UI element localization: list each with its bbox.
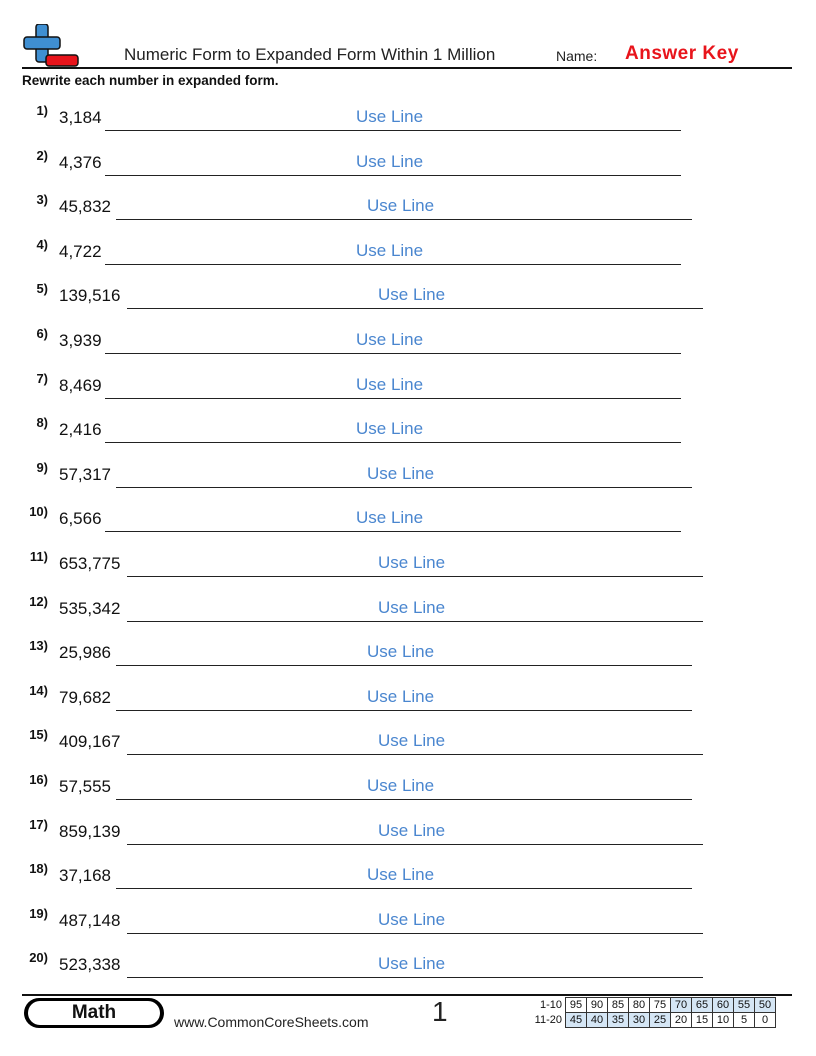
- score-cell: 75: [650, 998, 671, 1013]
- problem-row: [0, 727, 816, 757]
- problem-number: 8): [36, 415, 48, 431]
- score-row-label: 11-20: [534, 1014, 562, 1026]
- answer-line[interactable]: [127, 621, 703, 622]
- score-cell: 45: [566, 1013, 587, 1028]
- answer-text: Use Line: [367, 642, 435, 662]
- problem-number: 14): [29, 682, 48, 698]
- problem-number: 5): [36, 281, 48, 297]
- problem-number: 1): [36, 103, 48, 118]
- problem-value: 523,338: [59, 955, 121, 975]
- answer-line[interactable]: [116, 665, 692, 666]
- score-cell: 10: [713, 1013, 734, 1028]
- answer-line[interactable]: [105, 442, 681, 443]
- problem-value: 3,939: [59, 331, 102, 350]
- problem-value: 37,168: [59, 866, 111, 886]
- answer-line[interactable]: [127, 576, 703, 577]
- problem-value: 139,516: [59, 286, 121, 306]
- problem-value: 57,555: [59, 777, 111, 796]
- problem-value: 653,775: [59, 554, 121, 573]
- answer-text: Use Line: [356, 107, 424, 126]
- problem-value: 4,376: [59, 152, 102, 172]
- problem-value: 487,148: [59, 910, 121, 930]
- problem-value: 79,682: [59, 687, 111, 707]
- problem-row: [0, 237, 816, 267]
- problem-number: 3): [36, 192, 48, 208]
- answer-text: Use Line: [356, 151, 424, 171]
- problem-number: 20): [29, 950, 48, 966]
- problem-value: 2,416: [59, 420, 102, 440]
- score-cell: 85: [608, 998, 629, 1013]
- score-cell: 35: [608, 1013, 629, 1028]
- score-cell: 25: [650, 1013, 671, 1028]
- problem-number: 10): [29, 504, 48, 520]
- score-cell: 70: [671, 998, 692, 1013]
- problem-row: [0, 638, 816, 668]
- problem-row: [0, 192, 816, 222]
- answer-line[interactable]: [127, 844, 703, 845]
- answer-line[interactable]: [127, 977, 703, 978]
- score-cell: 20: [671, 1013, 692, 1028]
- problem-value: 25,986: [59, 643, 111, 663]
- problem-value: 3,184: [59, 108, 102, 127]
- answer-text: Use Line: [367, 776, 435, 795]
- score-row: [524, 1013, 776, 1028]
- answer-line[interactable]: [105, 531, 681, 532]
- problem-row: [0, 683, 816, 713]
- problem-row: [0, 460, 816, 490]
- problem-row: [0, 371, 816, 401]
- answer-line[interactable]: [105, 264, 681, 265]
- site-url: www.CommonCoreSheets.com: [174, 1014, 369, 1030]
- problem-number: 2): [36, 147, 48, 163]
- score-cell: 60: [713, 998, 734, 1013]
- answer-line[interactable]: [105, 398, 681, 399]
- answer-text: Use Line: [378, 909, 446, 929]
- answer-line[interactable]: [105, 353, 681, 354]
- answer-text: Use Line: [356, 240, 424, 260]
- score-table: [524, 997, 776, 1028]
- answer-text: Use Line: [356, 374, 424, 394]
- problem-value: 409,167: [59, 732, 121, 752]
- score-cell: 80: [629, 998, 650, 1013]
- answer-line[interactable]: [116, 219, 692, 220]
- problem-row: [0, 281, 816, 311]
- answer-text: Use Line: [378, 731, 446, 751]
- problem-row: [0, 148, 816, 178]
- problem-number: 9): [36, 459, 48, 475]
- problem-row: [0, 772, 816, 802]
- problem-number: 11): [29, 549, 48, 564]
- score-cell: 30: [629, 1013, 650, 1028]
- answer-line[interactable]: [127, 308, 703, 309]
- problem-row: [0, 861, 816, 891]
- answer-text: Use Line: [378, 954, 446, 974]
- subject-badge: [24, 998, 164, 1028]
- answer-text: Use Line: [356, 508, 424, 528]
- problem-value: 8,469: [59, 375, 102, 395]
- score-cell: 50: [755, 998, 776, 1013]
- problem-row: [0, 906, 816, 936]
- answer-key-label: Answer Key: [625, 43, 739, 64]
- answer-text: Use Line: [367, 196, 435, 216]
- answer-text: Use Line: [367, 865, 435, 885]
- footer-divider: [22, 994, 792, 996]
- score-row-label: 1-10: [539, 999, 562, 1011]
- problem-value: 6,566: [59, 509, 102, 529]
- answer-line[interactable]: [116, 799, 692, 800]
- problem-number: 19): [29, 905, 48, 921]
- answer-text: Use Line: [356, 419, 424, 439]
- answer-line[interactable]: [116, 487, 692, 488]
- problem-row: [0, 817, 816, 847]
- problem-row: [0, 549, 816, 579]
- problem-row: [0, 103, 816, 133]
- answer-line[interactable]: [127, 933, 703, 934]
- problem-value: 45,832: [59, 197, 111, 217]
- answer-line[interactable]: [105, 130, 681, 131]
- problem-number: 13): [29, 638, 48, 654]
- worksheet-title: Numeric Form to Expanded Form Within 1 Million: [124, 45, 496, 64]
- problem-row: [0, 594, 816, 624]
- name-label: Name:: [556, 48, 598, 64]
- problem-number: 7): [36, 370, 48, 386]
- answer-text: Use Line: [367, 463, 435, 483]
- problem-value: 57,317: [59, 464, 111, 484]
- problem-number: 17): [29, 816, 48, 832]
- answer-text: Use Line: [378, 553, 446, 572]
- answer-line[interactable]: [105, 175, 681, 176]
- answer-text: Use Line: [367, 686, 435, 706]
- problem-number: 18): [29, 861, 48, 877]
- problem-value: 4,722: [59, 241, 102, 261]
- answer-text: Use Line: [378, 285, 446, 305]
- instructions: Rewrite each number in expanded form.: [22, 73, 279, 88]
- problem-row: [0, 326, 816, 356]
- problem-number: 12): [29, 593, 48, 609]
- answer-text: Use Line: [378, 597, 446, 617]
- answer-line[interactable]: [116, 710, 692, 711]
- subject-label: Math: [28, 1001, 160, 1025]
- problem-number: 16): [29, 772, 48, 787]
- problem-number: 4): [36, 236, 48, 252]
- score-cell: 40: [587, 1013, 608, 1028]
- score-cell: 90: [587, 998, 608, 1013]
- problem-number: 6): [36, 326, 48, 341]
- answer-line[interactable]: [127, 754, 703, 755]
- score-cell: 65: [692, 998, 713, 1013]
- score-cell: 5: [734, 1013, 755, 1028]
- score-cell: 95: [566, 998, 587, 1013]
- score-cell: 55: [734, 998, 755, 1013]
- answer-text: Use Line: [356, 330, 424, 349]
- problem-row: [0, 504, 816, 534]
- score-row: [524, 998, 776, 1013]
- answer-line[interactable]: [116, 888, 692, 889]
- score-cell: 15: [692, 1013, 713, 1028]
- problem-row: [0, 950, 816, 980]
- problem-value: 535,342: [59, 598, 121, 618]
- answer-text: Use Line: [378, 820, 446, 840]
- problem-value: 859,139: [59, 821, 121, 841]
- problem-number: 15): [29, 727, 48, 743]
- score-cell: 0: [755, 1013, 776, 1028]
- problem-row: [0, 415, 816, 445]
- page-number: 1: [432, 996, 448, 1027]
